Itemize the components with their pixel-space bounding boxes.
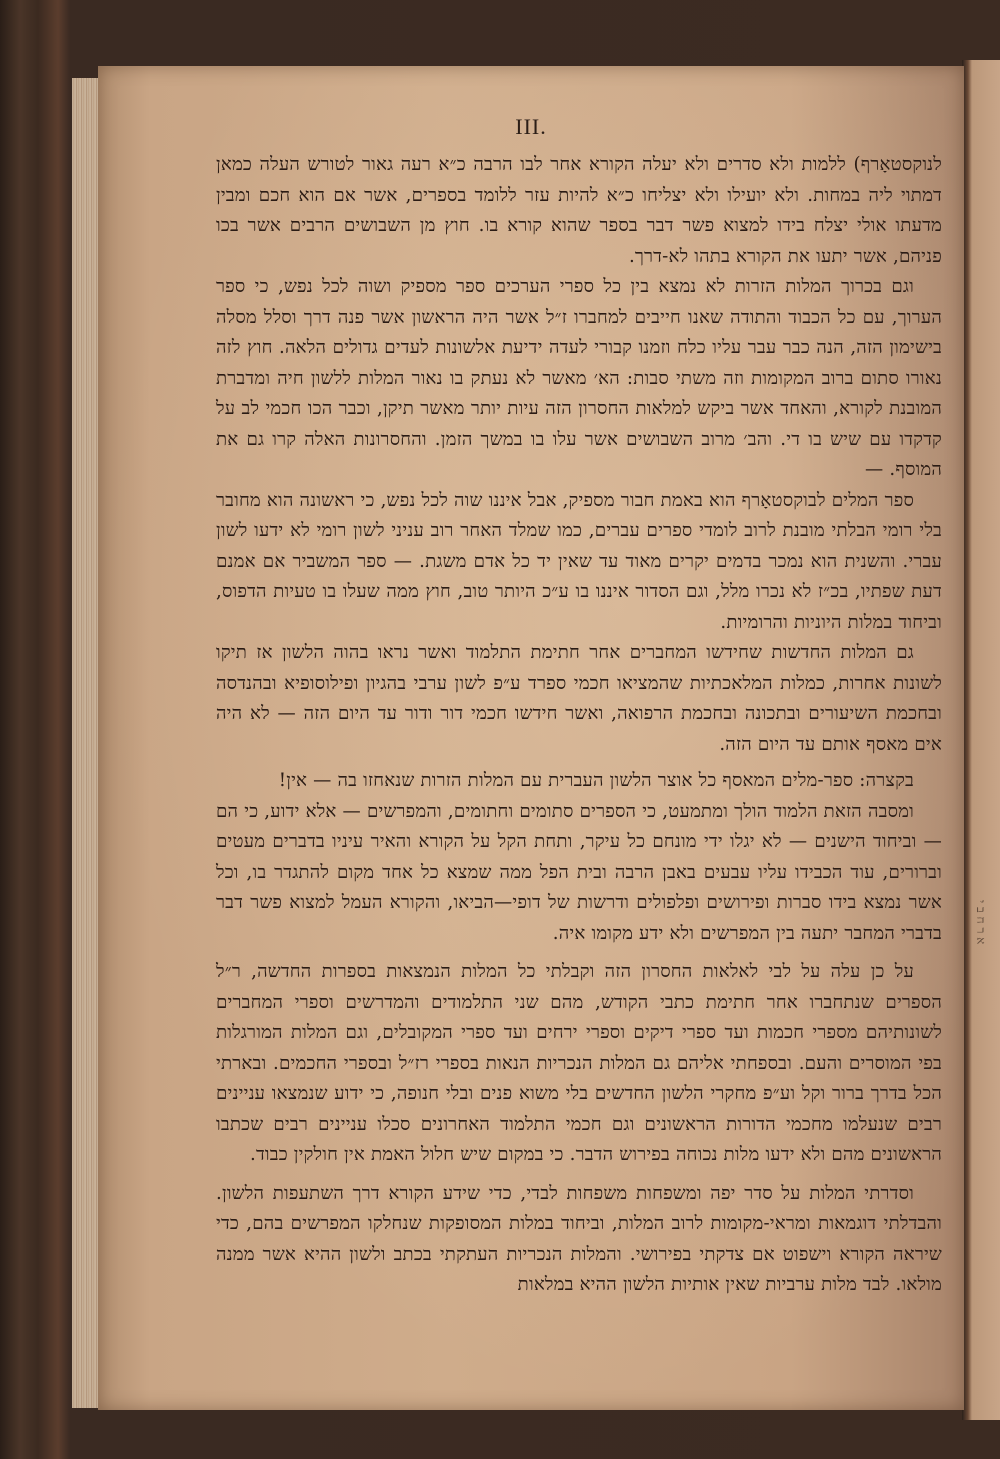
paragraph-6: ומסבה הזאת הלמוד הולך ומתמעט, כי הספרים סתומים וחתומים, והמפרשים — אלא ידוע, כי הם — וביחוד הישנים — לא יגלו ידי מונחם כל עיקר, ותחת הקל על הקורא והאיר עיניו בדברים מעטים וברורים, עוד הכבידו עליו עבעים באבן הרבה ובית הפל ממה שמצא כל אחד מקום להתגדר בו, וכל אשר נמצא בידו סברות ופירושים ופלפולים ודרשות של דופי—הביאו, והקורא העמל למצוא פשר דבר בדברי המחבר יתעה בין המפרשים ולא ידע מקומו איה.: [216, 800, 942, 944]
paragraph-4: גם המלות החדשות שחידשו המחברים אחר חתימת התלמוד ואשר נראו בהוה הלשון אז תיקו לשונות אחרות, כמלות המלאכתיות שהמציאו חכמי ספרד ע״פ לשון ערבי בהגיון ופילוסופיא ובהנדסה ובחכמת השיעורים ובתכונה ובחכמת הרפואה, ואשר חידשו חכמי דור ודור עד היום הזה — לא היה אים מאסף אותם עד היום הזה.: [216, 642, 942, 755]
page-stack-edge: [72, 78, 100, 1408]
paragraph-2: וגם בכרוך המלות הזרות לא נמצא בין כל ספרי הערכים ספר מספיק ושוה לכל נפש, כי ספר הערוך, עם כל הכבוד והתודה שאנו חייבים למחברו ז״ל אשר היה הראשון אשר פנה דרך וסלל מסלה בישימון הזה, הנה כבר עבר עליו כלח וזמנו קבורי לעדה ידיעת אלשונות לעדים גדולים הלאה. חוץ לזה נאורו סתום ברוב המקומות וזה משתי סבות: הא׳ מאשר לא נעתק בו נאור המלות ללשון חיה ומדברת המובנת לקורא, והאחד אשר ביקש למלאות החסרון הזה עיות יותר מאשר תיקן, וכבר הכו חכמי לב על קדקדו עם שיש בו די. והב׳ מרוב השבושים אשר עלו בו במשך הזמן. והחסרונות האלה קרו גם את המוסף. —: [216, 276, 942, 480]
book-page: [98, 66, 964, 1410]
facing-page-margin-text: א ר ח ב י: [974, 900, 988, 945]
paragraph-7: על כן עלה על לבי לאלאות החסרון הזה וקבלתי כל המלות הנמצאות בספרות החדשה, ר״ל הספרים שנתחברו אחר חתימת כתבי הקודש, מהם שני התלמודים והמדרשים וספרי המחברים לשונותיהם מספרי חכמות ועד ספרי דיקים וספרי ירחים ועד ספרי המקובלים, וגם המלות המורגלות בפי המוסרים והעם. ובספחתי אליהם גם המלות הנכריות הנאות בספרי רז״ל ובספרי החכמים. ובארתי הכל בדרך ברור וקל וע״פ מחקרי הלשון החדשים בלי משוא פנים ובלי חנופה, כי ידוע שנמצאו עניינים רבים שנעלמו מחכמי הדורות הראשונים וגם חכמי התלמוד האחרונים סכלו עניינים רבים שכתבו הראשונים מהם ולא ידעו מלות נכוחה בפירוש הדבר. כי במקום שיש חלול האמת אין חולקין כבוד.: [216, 961, 942, 1165]
paragraph-1: לנוקסטאָרף) ללמות ולא סדרים ולא יעלה הקורא אחר לבו הרבה כ״א רעה גאור לטורש העלה כמאן דמתוי ליה במחות. ולא יועילו ולא יצליחו כ״א להיות עזר ללומד בספרים, אשר אם הוא חכם ומבין מדעתו אולי יצלח בידו למצוא פשר דבר בספר שהוא קורא בו. חוץ מן השבושים הרבים אשר בכו פניהם, אשר יתעו את הקורא בתהו לא-דרך.: [216, 154, 942, 267]
facing-page-edge: [962, 60, 1000, 1420]
page-body-text: [216, 150, 942, 1301]
paragraph-8: וסדרתי המלות על סדר יפה ומשפחות משפחות לבדי, כדי שידע הקורא דרך השתעפות הלשון. והבדלתי דוגמאות ומראי-מקומות לרוב המלות, וביחוד במלות המסופקות שנחלקו המפרשים בהם, כדי שיראה הקורא וישפוט אם צדקתי בפירושי. והמלות הנכריות העתקתי בכתב ולשון ההיא אשר ממנה מולאו. לבד מלות ערביות שאין אותיות הלשון ההיא במלאות: [216, 1182, 942, 1295]
paragraph-3: ספר המלים לבוקסטאָרף הוא באמת חבור מספיק, אבל איננו שוה לכל נפש, כי ראשונה הוא מחובר בלי רומי הבלתי מובנת לרוב לומדי ספרים עברים, כמו שמלד האחר רוב עניני לשון רומי לא ידעו לשון עברי. והשנית הוא נמכר בדמים יקרים מאוד עד שאין יד כל אדם משגת. — ספר המשביר אם אמנם דעת שפתיו, בכ״ז לא נכרו מלל, וגם הסדור איננו בו ע״כ היותר טוב, חוץ ממה שעלו בו טעיות הדפוס, וביחוד במלות היוניות והרומיות.: [216, 489, 942, 633]
page-number: III.: [515, 114, 547, 139]
paragraph-5: בקצרה: ספר-מלים המאסף כל אוצר הלשון העברית עם המלות הזרות שנאחזו בה — אין!: [278, 770, 914, 791]
